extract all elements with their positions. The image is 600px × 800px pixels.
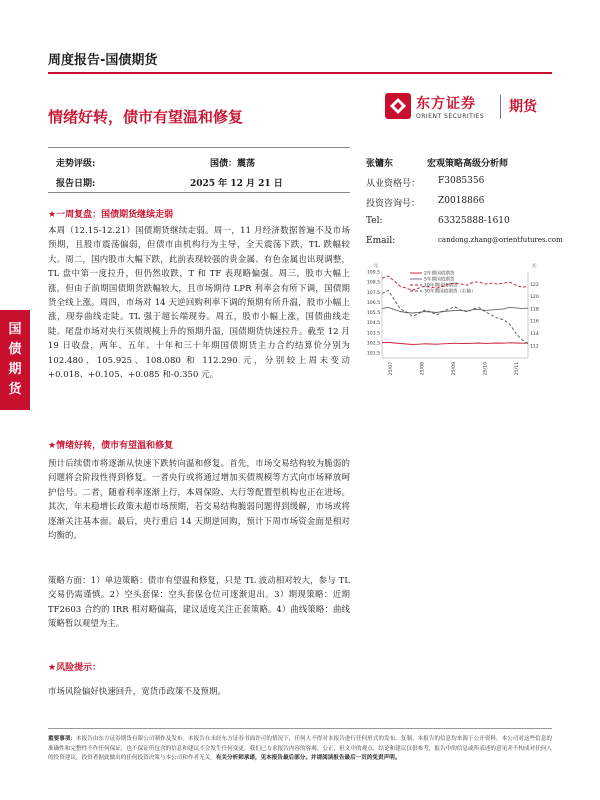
section-paragraph: 策略方面：1）单边策略：债市有望温和修复，只是 TL 波动相对较大，参与 TL 交易仍需谨慎。2）空头套保：空头套保仓位可逐渐退出。3）期现策略：近期 TF2603 合约的 IRR 相对略偏高，建议适度关注正套策略。4）曲线策略：曲线策略暂以观望为主。 xyxy=(48,575,350,629)
chart-y2-tick-label: 118 xyxy=(530,307,539,313)
disclaimer xyxy=(48,735,552,764)
analyst-field-label: 投资咨询号： xyxy=(366,199,421,209)
orient-logo-icon xyxy=(385,93,411,119)
chart-y2-tick-label: 116 xyxy=(530,319,539,325)
analyst-field-value: Z0018866 xyxy=(438,196,485,206)
rating-label: 走势评级: xyxy=(56,159,96,169)
date-label: 报告日期: xyxy=(56,179,96,189)
rating-value: 国债：震荡 xyxy=(210,159,256,169)
chart-y-tick-label: 108.5 xyxy=(366,280,380,286)
analyst-name: 张镛东 xyxy=(366,159,394,169)
header-divider xyxy=(48,72,552,74)
chart-y2-tick-label: 122 xyxy=(530,282,539,288)
chart-legend-label: 10年期国债期货 xyxy=(424,283,458,289)
meta-rule-bottom xyxy=(48,192,350,193)
chart-y2-tick-label: 112 xyxy=(530,344,539,350)
analyst-field-value: F3085356 xyxy=(438,176,485,186)
chart-y-tick-label: 104.5 xyxy=(366,321,380,327)
date-value: 2025 年 12 月 21 日 xyxy=(190,179,283,189)
chart-y-tick-label: 109.5 xyxy=(366,270,380,276)
analyst-field-label: Tel: xyxy=(366,216,383,226)
chart-y-tick-label: 103.5 xyxy=(366,331,380,337)
chart-x-tick-label: 25/08 xyxy=(420,362,426,376)
logo-tag: 期货 xyxy=(509,99,537,115)
chart-y-tick-label: 107.5 xyxy=(366,290,380,296)
footer-divider xyxy=(48,728,552,729)
futures-price-chart xyxy=(360,258,550,378)
analyst-email: candong.zhang@orientfutures.com xyxy=(438,236,563,244)
chart-x-tick-label: 25/11 xyxy=(515,362,520,376)
meta-rule-top xyxy=(48,147,350,148)
company-logo xyxy=(385,93,550,125)
chart-legend-label: 2年期国债期货 xyxy=(424,271,455,277)
side-tab-char: 货 xyxy=(8,382,22,397)
chart-x-tick-label: 25/10 xyxy=(483,362,489,376)
report-title: 情绪好转，债市有望温和修复 xyxy=(48,108,244,126)
logo-name-cn: 东方证券 xyxy=(416,96,476,112)
section-heading: ★风险提示： xyxy=(48,663,102,673)
analyst-role: 宏观策略高级分析师 xyxy=(427,159,509,169)
chart-legend-label: 30年期国债期货（右轴） xyxy=(424,289,476,295)
disclaimer-tail: 有关分析师承诺，见本报告最后部分。并请阅读报告最后一页的免责声明。 xyxy=(215,755,401,762)
logo-name-en: ORIENT SECURITIES xyxy=(416,113,485,120)
chart-y-tick-label: 105.5 xyxy=(366,311,380,317)
disclaimer-text: 本报告由东方证券期货有限公司制作及发布。本报告在未经东方证券书面许可的情况下，任何人不得对本报告进行任何形式的发布、复制。本报告的信息均来源于公开资料，本公司对这些信息的准确性和完整性不作任何保证，也不保证所包含的信息和建议不会发生任何变更。我们已力求报告内容的客观、公正，但文中的观点、结论和建议仅供参考，报告中的信息或所表述的意见并不构成对任何人的投资建议，投资者据此做出的任何投资决策与本公司和作者无关。 xyxy=(48,736,552,762)
disclaimer-label: 重要事项： xyxy=(48,736,76,742)
chart-y-tick-label: 102.5 xyxy=(366,341,380,347)
analyst-field-label: 从业资格号： xyxy=(366,179,421,189)
chart-y-tick-label: 101.5 xyxy=(366,351,380,357)
side-tab-char: 期 xyxy=(8,362,22,377)
side-tab-char: 债 xyxy=(8,342,22,357)
chart-series-line xyxy=(382,290,528,344)
section-heading: ★一周复盘：国债期货继续走弱 xyxy=(48,210,174,220)
chart-series-line xyxy=(382,342,528,344)
chart-legend-label: 5年期国债期货 xyxy=(424,277,455,283)
chart-x-tick-label: 25/09 xyxy=(452,362,457,376)
chart-x-tick-label: 25/07 xyxy=(389,362,394,376)
section-paragraph: 本周（12.15-12.21）国债期货继续走弱。周一，11 月经济数据普遍不及市场预期，且股市震荡偏弱，但债市由机构行为主导，全天震荡下跌，TL 跌幅较大。周二，国内股市大幅下跌，此前表现较强的贵金属、有色金属也出现调整，TL 盘中第一度拉升，但仍然收跌，T 和 TF 表现略偏强。周三，股市大幅上涨，但由于前期国债期货跌幅较大，且市场期待 LPR 利率会有所下调，国债期货全线上涨。周四，市场对 14 天逆回购利率下调的预期有所升温，股市小幅上涨，现券曲线走陡。TL 强于超长端现券。周五，股市小幅上涨，国债曲线走陡。尾盘市场对央行买债规模上升的预期升温，国债期货快速拉升。截至 12 月 19 日收盘，两年、五年、十年和三十年期国债期货主力合约结算价分别为 102.480、105.925、108.080 和 112.290 元，分别较上周末变动+0.018、+0.105、+0.085 和-0.350 元。 xyxy=(48,225,350,380)
chart-y-tick-label: 106.5 xyxy=(366,300,380,306)
analyst-field-label: Email: xyxy=(366,236,396,246)
side-category-tab xyxy=(0,310,30,410)
chart-right-unit: 元 xyxy=(532,264,537,269)
logo-separator xyxy=(500,95,501,119)
section-heading: ★情绪好转，债市有望温和修复 xyxy=(48,441,174,451)
chart-y2-tick-label: 114 xyxy=(530,332,539,338)
section-paragraph: 预计后续债市将逐渐从快速下跌转向温和修复。首先，市场交易结构较为脆弱的问题将会阶段性得到修复。一者央行或将通过增加买债规模等方式向市场释放呵护信号。二者，随着利率逐渐上行，本周保险、大行等配置型机构也正在进场。其次，年末稳增长政策未超市场预期，若交易结构脆弱问题得到缓解，市场或将逐渐关注基本面。最后，央行重启 14 天期逆回购，预计下周市场资金面是相对均衡的。 xyxy=(48,458,350,541)
section-paragraph: 市场风险偏好快速回升，宽货币政策不及预期。 xyxy=(48,686,226,696)
side-tab-char: 国 xyxy=(8,322,22,337)
chart-y2-tick-label: 120 xyxy=(530,295,539,301)
report-type-header: 周度报告-国债期货 xyxy=(48,53,158,68)
chart-left-unit: 元 xyxy=(373,264,378,269)
analyst-field-value: 63325888-1610 xyxy=(438,216,510,226)
